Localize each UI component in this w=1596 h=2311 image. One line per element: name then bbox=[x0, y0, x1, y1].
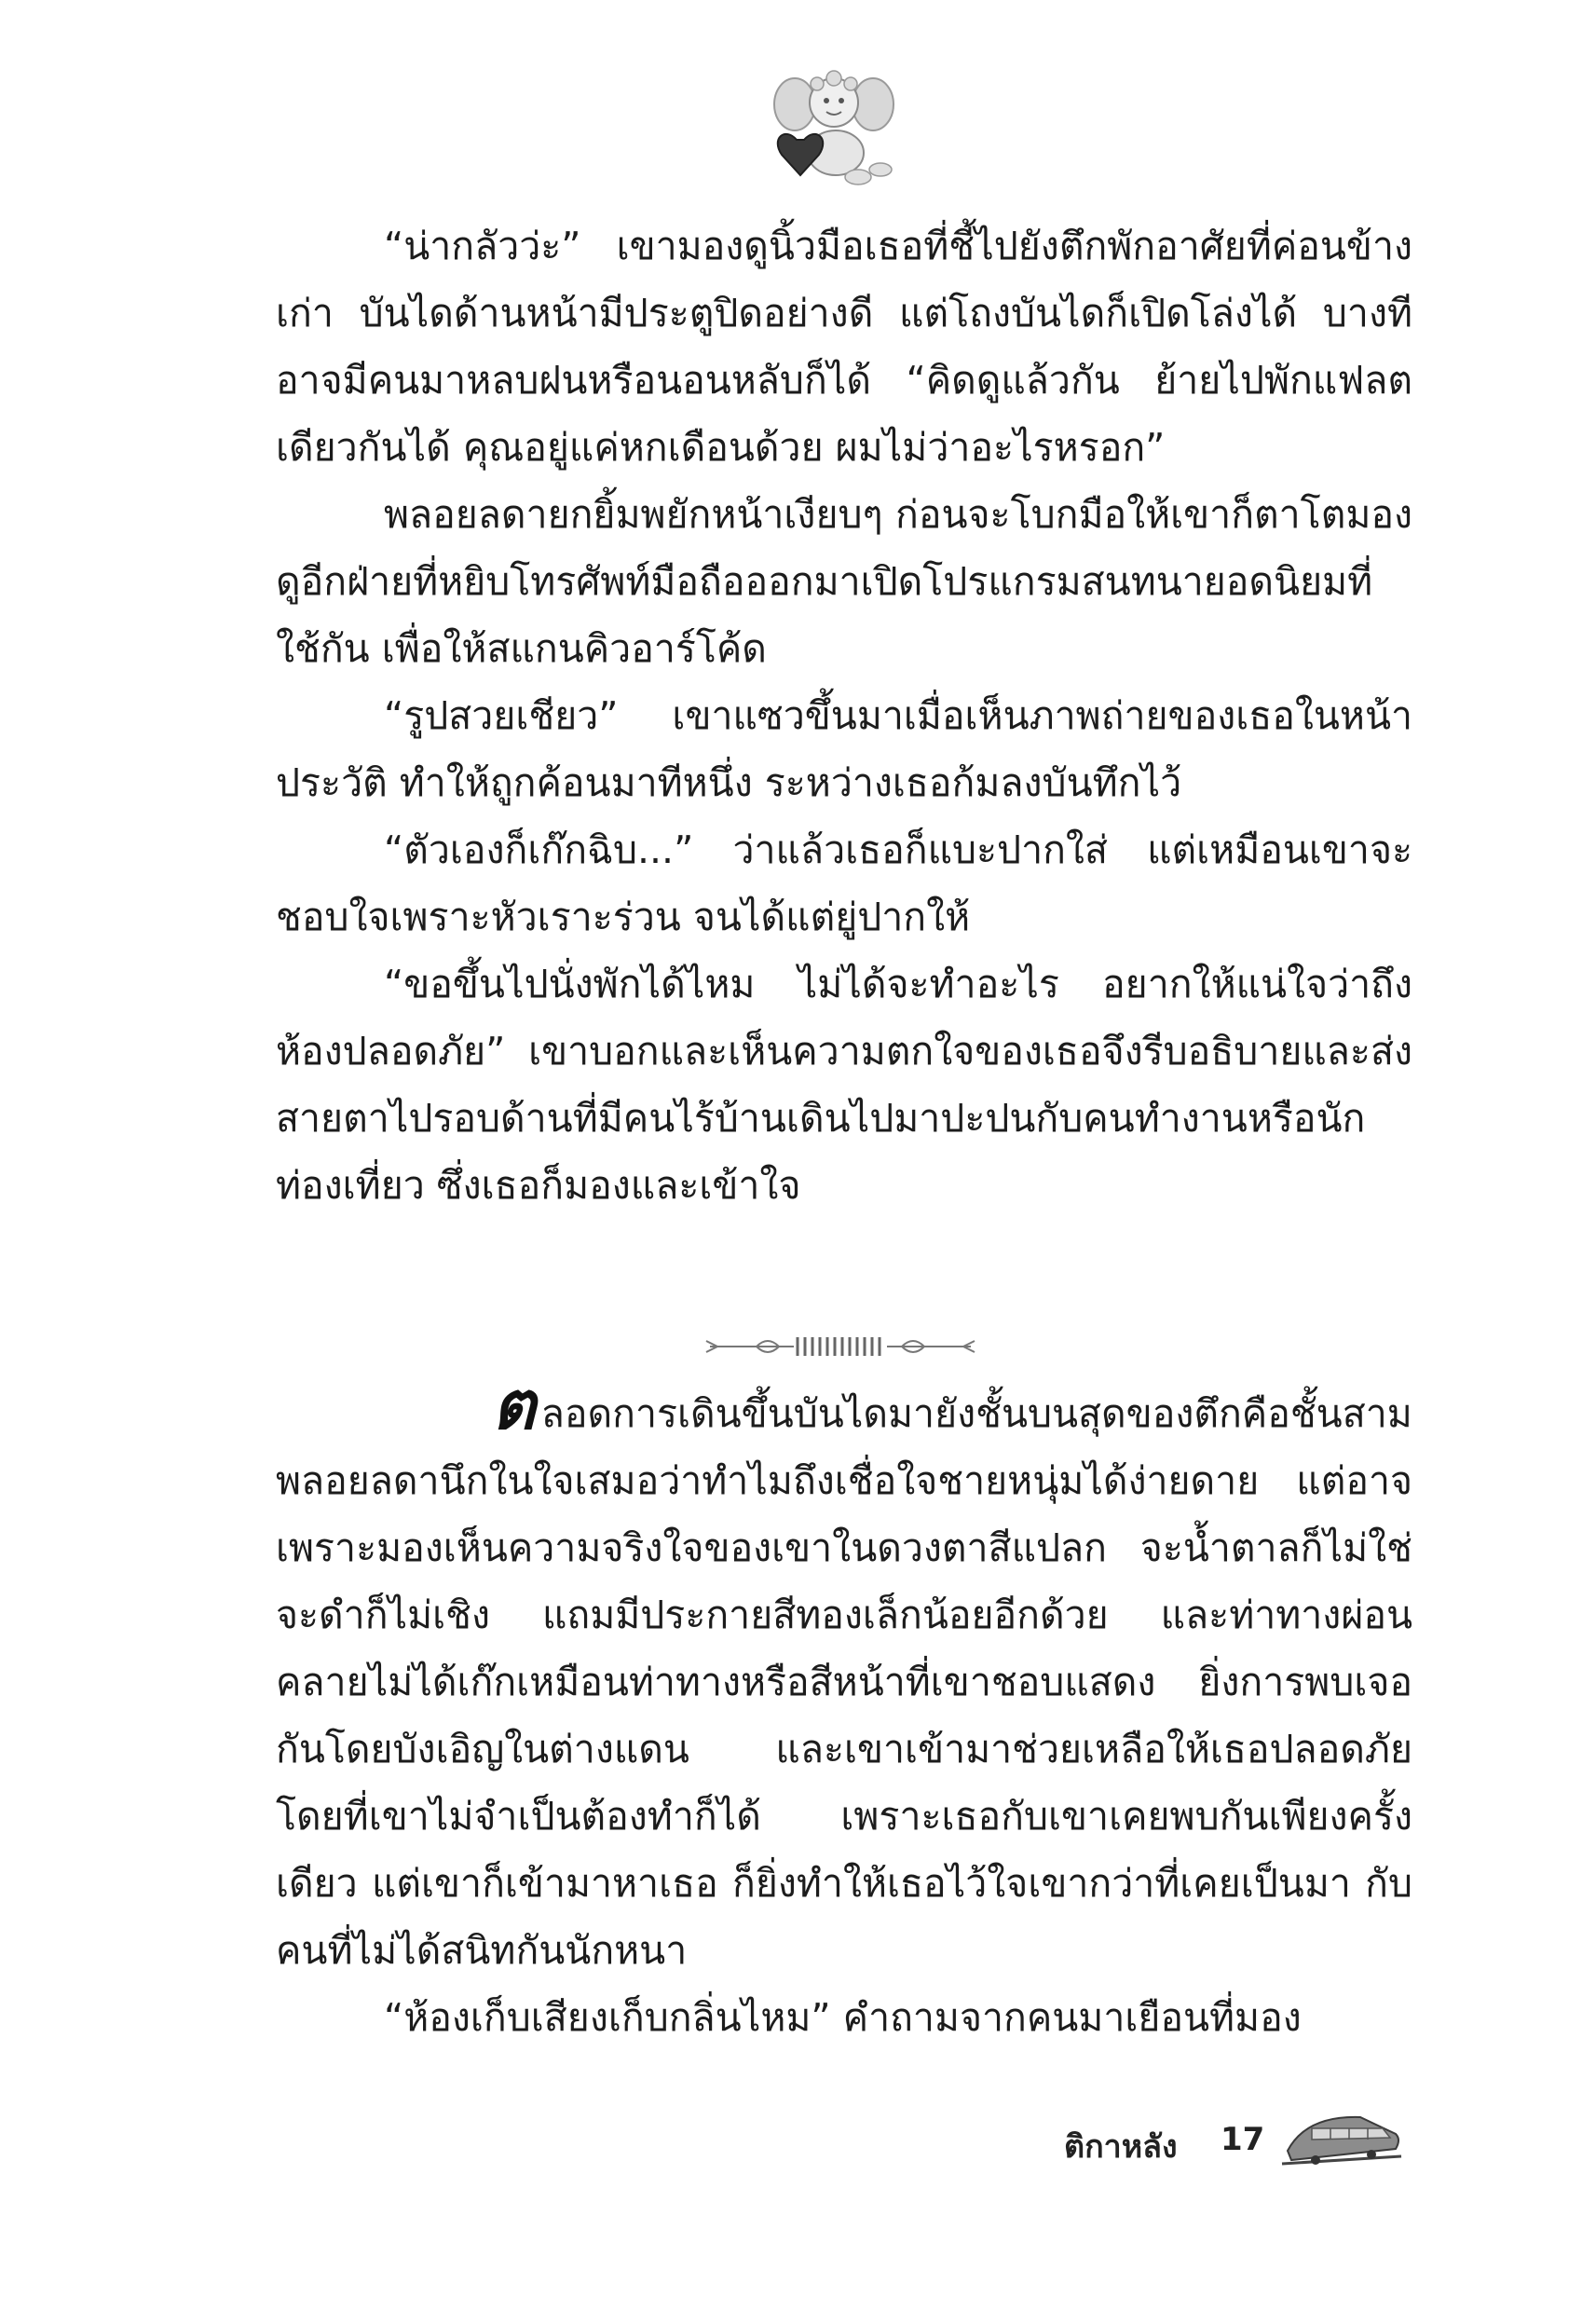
paragraph: “ขอขึ้นไปนั่งพักได้ไหม ไม่ได้จะทำอะไร อยากให้แน่ใจว่าถึงห้องปลอดภัย” เขาบอกและเห็นความตกใจของเธอจึงรีบอธิบายและส่งสายตาไปรอบด้านที่มีคนไร้บ้านเดินไปมาปะปนกับคนทำงานหรือนักท่องเที่ยว ซึ่งเธอก็มองและเข้าใจ bbox=[276, 962, 1412, 1208]
opening-paragraph bbox=[276, 1365, 1412, 1984]
paragraph: “ห้องเก็บเสียงเก็บกลิ่นไหม” คำถามจากคนมาเยือนที่มอง bbox=[384, 1995, 1302, 2040]
page-number: 17 bbox=[1221, 2121, 1265, 2158]
paragraph: “รูปสวยเชียว” เขาแซวขึ้นมาเมื่อเห็นภาพถ่ายของเธอในหน้าประวัติ ทำให้ถูกค้อนมาทีหนึ่ง ระหว่างเธอก้มลงบันทึกไว้ bbox=[276, 693, 1412, 805]
drop-cap: ต bbox=[492, 1365, 536, 1444]
book-title: ติกาหลัง bbox=[1064, 2128, 1178, 2166]
paragraph: “น่ากลัวว่ะ” เขามองดูนิ้วมือเธอที่ชี้ไปยังตึกพักอาศัยที่ค่อนข้างเก่า บันไดด้านหน้ามีประตูปิดอย่างดี แต่โถงบันไดก็เปิดโล่งได้ บางทีอาจมีคนมาหลบฝนหรือนอนหลับก็ได้ “คิดดูแล้วกัน ย้ายไปพักแฟลตเดียวกันได้ คุณอยู่แค่หกเดือนด้วย ผมไม่ว่าอะไรหรอก” bbox=[276, 224, 1412, 470]
opening-paragraph-text: ลอดการเดินขึ้นบันไดมายังชั้นบนสุดของตึกคือชั้นสามพลอยลดานึกในใจเสมอว่าทำไมถึงเชื่อใจชายหนุ่มได้ง่ายดาย แต่อาจเพราะมองเห็นความจริงใจของเขาในดวงตาสีแปลก จะน้ำตาลก็ไม่ใช่จะดำก็ไม่เชิง แถมมีประกายสีทองเล็กน้อยอีกด้วย และท่าทางผ่อนคลายไม่ได้เก๊กเหมือนท่าทางหรือสีหน้าที่เขาชอบแสดง ยิ่งการพบเจอกันโดยบังเอิญในต่างแดน และเขาเข้ามาช่วยเหลือให้เธอปลอดภัย โดยที่เขาไม่จำเป็นต้องทำก็ได้ เพราะเธอกับเขาเคยพบกันเพียงครั้งเดียว แต่เขาก็เข้ามาหาเธอ ก็ยิ่งทำให้เธอไว้ใจเขากว่าที่เคยเป็นมา กับคนที่ไม่ได้สนิทกันนักหนา bbox=[276, 1391, 1412, 1973]
section-one bbox=[276, 212, 1412, 1219]
paragraph: “ตัวเองก็เก๊กฉิบ...” ว่าแล้วเธอก็แบะปากใส่ แต่เหมือนเขาจะชอบใจเพราะหัวเราะร่วน จนได้แต่ยู่ปากให้ bbox=[276, 827, 1412, 939]
train-icon bbox=[1278, 2108, 1405, 2173]
page-footer bbox=[1044, 2108, 1416, 2182]
paragraph: พลอยลดายกยิ้มพยักหน้าเงียบๆ ก่อนจะโบกมือให้เขาก็ตาโตมองดูอีกฝ่ายที่หยิบโทรศัพท์มือถือออกมาเปิดโปรแกรมสนทนายอดนิยมที่ใช้กัน เพื่อให้สแกนคิวอาร์โค้ด bbox=[276, 492, 1412, 671]
section-two bbox=[276, 1365, 1412, 2051]
ornamental-divider-icon bbox=[701, 1328, 980, 1365]
cherub-with-heart-icon bbox=[769, 67, 899, 188]
